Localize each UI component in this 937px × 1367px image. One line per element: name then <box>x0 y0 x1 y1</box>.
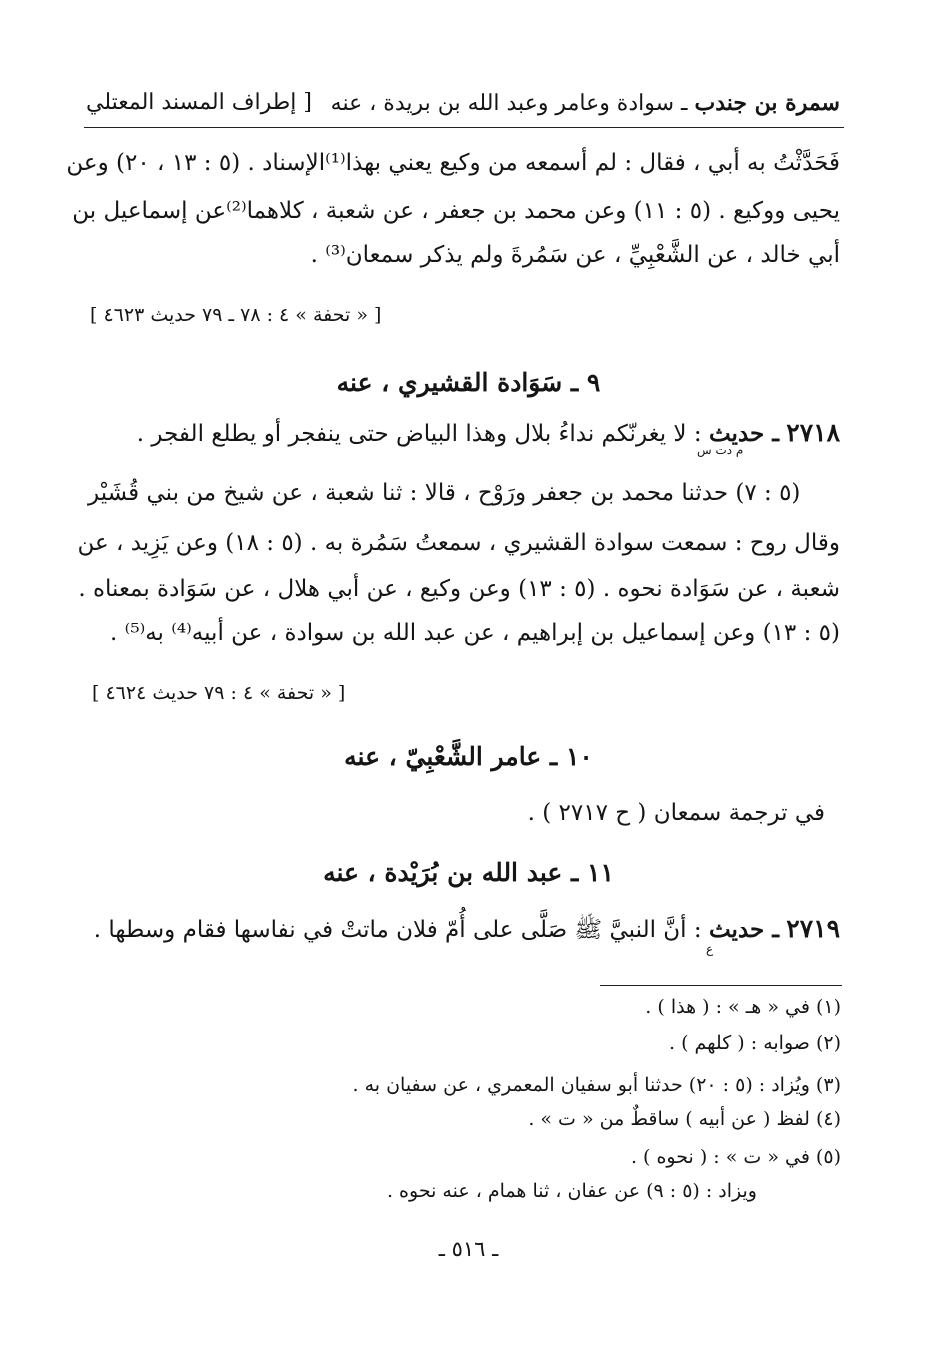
header-rule <box>84 127 844 128</box>
hadith-line <box>88 914 840 949</box>
footnote: (٢) صوابه : ( كلهم ) . <box>669 1032 841 1054</box>
text-line: (٥ : ١٣) وعن إسماعيل بن إبراهيم ، عن عبد الله بن سوادة ، عن أبيه⁽⁴⁾ به⁽⁵⁾ . <box>110 620 840 646</box>
hadith-sigla: م دت س <box>697 443 744 457</box>
text-line: شعبة ، عن سَوَادة نحوه . (٥ : ١٣) وعن وكيع ، عن أبي هلال ، عن سَوَادة بمعناه . <box>78 576 840 602</box>
footnote: (٣) ويُزاد : (٥ : ٢٠) حدثنا أبو سفيان المعمري ، عن سفيان به . <box>352 1074 841 1096</box>
footnote: (٤) لفظ ( عن أبيه ) ساقطٌ من « ت » . <box>528 1108 841 1130</box>
section-heading: ١٠ ـ عامر الشَّعْبِيّ ، عنه <box>344 742 593 771</box>
section-heading: ١١ ـ عبد الله بن بُرَيْدة ، عنه <box>323 858 614 887</box>
running-title-bold: سمرة بن جندب <box>694 90 840 116</box>
footnote-rule <box>600 985 842 986</box>
hadith-sigla: ع <box>706 942 714 956</box>
book-title: [ إطراف المسند المعتلي <box>86 90 312 115</box>
hadith-number: ٢٧١٩ <box>786 914 840 943</box>
hadith-number: ٢٧١٨ <box>786 418 840 447</box>
page-number: ـ ٥١٦ ـ <box>438 1237 499 1261</box>
running-header <box>86 86 840 126</box>
tuhfa-reference: [ « تحفة » ٤ : ٧٨ ـ ٧٩ حديث ٤٦٢٣ ] <box>90 304 382 326</box>
text-line: فَحَدَّثْتُ به أبي ، فقال : لم أسمعه من وكيع يعني بهذا⁽¹⁾الإسناد . (٥ : ١٣ ، ٢٠) وعن <box>66 150 840 176</box>
hadith-label: ـ حديث <box>708 420 779 447</box>
footnote-continuation: ويزاد : (٥ : ٩) عن عفان ، ثنا همام ، عنه نحوه . <box>386 1180 757 1202</box>
running-title <box>331 90 840 116</box>
section-heading: ٩ ـ سَوَادة القشيري ، عنه <box>336 368 601 397</box>
tuhfa-reference: [ « تحفة » ٤ : ٧٩ حديث ٤٦٢٤ ] <box>92 682 346 704</box>
running-title-rest: ـ سوادة وعامر وعبد الله بن بريدة ، عنه <box>330 91 695 116</box>
hadith-label: ـ حديث <box>708 916 779 943</box>
hadith-text: : لا يغرنّكم نداءُ بلال وهذا البياض حتى ينفجر أو يطلع الفجر . <box>136 421 709 447</box>
text-line: (٥ : ٧) حدثنا محمد بن جعفر ورَوْح ، قالا : ثنا شعبة ، عن شيخ من بني قُشَيْر <box>88 480 801 506</box>
text-line: يحيى ووكيع . (٥ : ١١) وعن محمد بن جعفر ، عن شعبة ، كلاهما⁽²⁾عن إسماعيل بن <box>72 198 840 224</box>
text-line: أبي خالد ، عن الشَّعْبِيِّ ، عن سَمُرةَ ولم يذكر سمعان⁽³⁾ . <box>310 242 840 268</box>
hadith-text: : أنَّ النبيَّ ﷺ صَلَّى على أُمّ فلان ماتتْ في نفاسها فقام وسطها . <box>93 917 709 943</box>
text-line: في ترجمة سمعان ( ح ٢٧١٧ ) . <box>527 800 825 826</box>
text-line: وقال روح : سمعت سوادة القشيري ، سمعتُ سَمُرة به . (٥ : ١٨) وعن يَزِيد ، عن <box>77 530 840 556</box>
footnote: (٥) في « ت » : ( نحوه ) . <box>630 1146 841 1168</box>
footnote: (١) في « هـ » : ( هذا ) . <box>645 996 841 1018</box>
